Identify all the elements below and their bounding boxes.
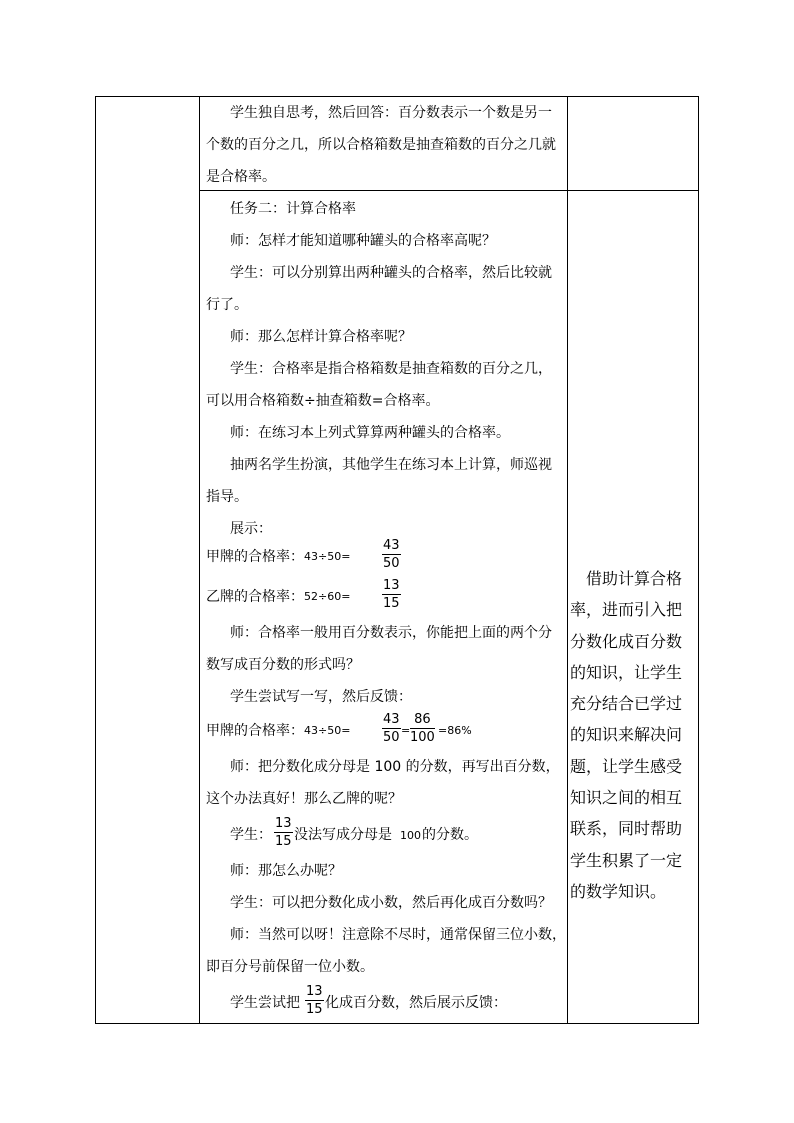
- jia-rate-percent: =86%: [438, 724, 472, 737]
- student-answer-3-fraction: [274, 815, 293, 850]
- show-label: 展示：: [230, 521, 272, 537]
- student-try-2-prefix: 学生尝试把: [230, 995, 300, 1011]
- student-try-2-suffix: 化成百分数，然后展示反馈：: [325, 995, 507, 1011]
- jia-rate-expression: 43÷50=: [304, 550, 351, 563]
- yi-rate-label: 乙牌的合格率：: [206, 589, 304, 605]
- fraction-denominator: 50: [383, 730, 400, 745]
- jia-rate-label-2: 甲牌的合格率：: [206, 723, 304, 739]
- teacher-question-4-line-1: 师：合格率一般用百分数表示，你能把上面的两个分: [230, 625, 552, 641]
- column-divider-right: [567, 97, 568, 1023]
- teacher-question-1: 师：怎样才能知道哪种罐头的合格率高呢？: [230, 233, 496, 249]
- teacher-question-7-line-2: 即百分号前保留一位小数。: [206, 959, 374, 975]
- student-answer-3-label: 学生：: [230, 827, 272, 843]
- left-cell: [96, 97, 199, 1023]
- student-answer-3-text: 没法写成分母是: [294, 827, 392, 843]
- lesson-table: [95, 96, 699, 1024]
- para-1-line-1: 学生独自思考，然后回答：百分数表示一个数是另一: [230, 105, 552, 121]
- student-answer-3-tail: 的分数。: [422, 827, 478, 843]
- teacher-question-6: 师：那怎么办呢？: [230, 863, 342, 879]
- teacher-question-5-line-2: 这个办法真好！那么乙牌的呢？: [206, 791, 402, 807]
- task-heading: 任务二：计算合格率: [230, 201, 356, 217]
- student-try-2-fraction: [305, 983, 324, 1018]
- student-answer-1-line-1: 学生：可以分别算出两种罐头的合格率，然后比较就: [230, 265, 552, 281]
- student-answer-3-number: 100: [400, 829, 421, 842]
- fraction-numerator: 86: [410, 711, 435, 729]
- teacher-question-5-line-1: 师：把分数化成分母是 100 的分数，再写出百分数，: [230, 759, 560, 775]
- design-intent-note: 借助计算合格率，进而引入把分数化成百分数的知识，让学生充分结合已学过的知识来解决问题，让学生感受知识之间的相互联系，同时帮助学生积累了一定的数学知识。: [570, 569, 683, 901]
- fraction-numerator: 43: [383, 538, 400, 553]
- student-answer-1-line-2: 行了。: [206, 297, 248, 313]
- fraction-numerator: 13: [275, 816, 292, 831]
- equals-sign: =: [401, 724, 411, 737]
- fraction-denominator: 15: [275, 834, 292, 849]
- student-try-1: 学生尝试写一写，然后反馈：: [230, 689, 412, 705]
- activity-line-1: 抽两名学生扮演，其他学生在练习本上计算，师巡视: [230, 457, 552, 473]
- yi-rate-fraction: [382, 577, 401, 612]
- student-answer-4: 学生：可以把分数化成小数，然后再化成百分数吗？: [230, 895, 552, 911]
- jia-rate-fraction-100: [410, 711, 435, 746]
- para-1-line-3: 是合格率。: [206, 169, 276, 185]
- teacher-question-7-line-1: 师：当然可以呀！注意除不尽时，通常保留三位小数，: [230, 927, 566, 943]
- fraction-denominator: 50: [383, 556, 400, 571]
- fraction-numerator: 13: [383, 578, 400, 593]
- student-answer-2-line-1: 学生：合格率是指合格箱数是抽查箱数的百分之几，: [230, 361, 552, 377]
- jia-rate-label: 甲牌的合格率：: [206, 549, 304, 565]
- fraction-denominator: 15: [383, 596, 400, 611]
- fraction-numerator: 13: [306, 984, 323, 999]
- activity-line-2: 指导。: [206, 489, 248, 505]
- teacher-question-2: 师：那么怎样计算合格率呢？: [230, 329, 412, 345]
- fraction-numerator: 43: [383, 712, 400, 727]
- teacher-question-4-line-2: 数写成百分数的形式吗？: [206, 657, 360, 673]
- fraction-denominator: 100: [410, 730, 435, 745]
- yi-rate-expression: 52÷60=: [304, 590, 351, 603]
- fraction-denominator: 15: [306, 1002, 323, 1017]
- student-answer-2-line-2: 可以用合格箱数÷抽查箱数=合格率。: [206, 393, 440, 409]
- middle-cell: [200, 97, 567, 1023]
- jia-rate-expression-2: 43÷50=: [304, 724, 351, 737]
- jia-rate-fraction-2: [382, 711, 401, 746]
- jia-rate-fraction: [382, 537, 401, 572]
- para-1-line-2: 个数的百分之几，所以合格箱数是抽查箱数的百分之几就: [206, 137, 556, 153]
- teacher-question-3: 师：在练习本上列式算算两种罐头的合格率。: [230, 425, 510, 441]
